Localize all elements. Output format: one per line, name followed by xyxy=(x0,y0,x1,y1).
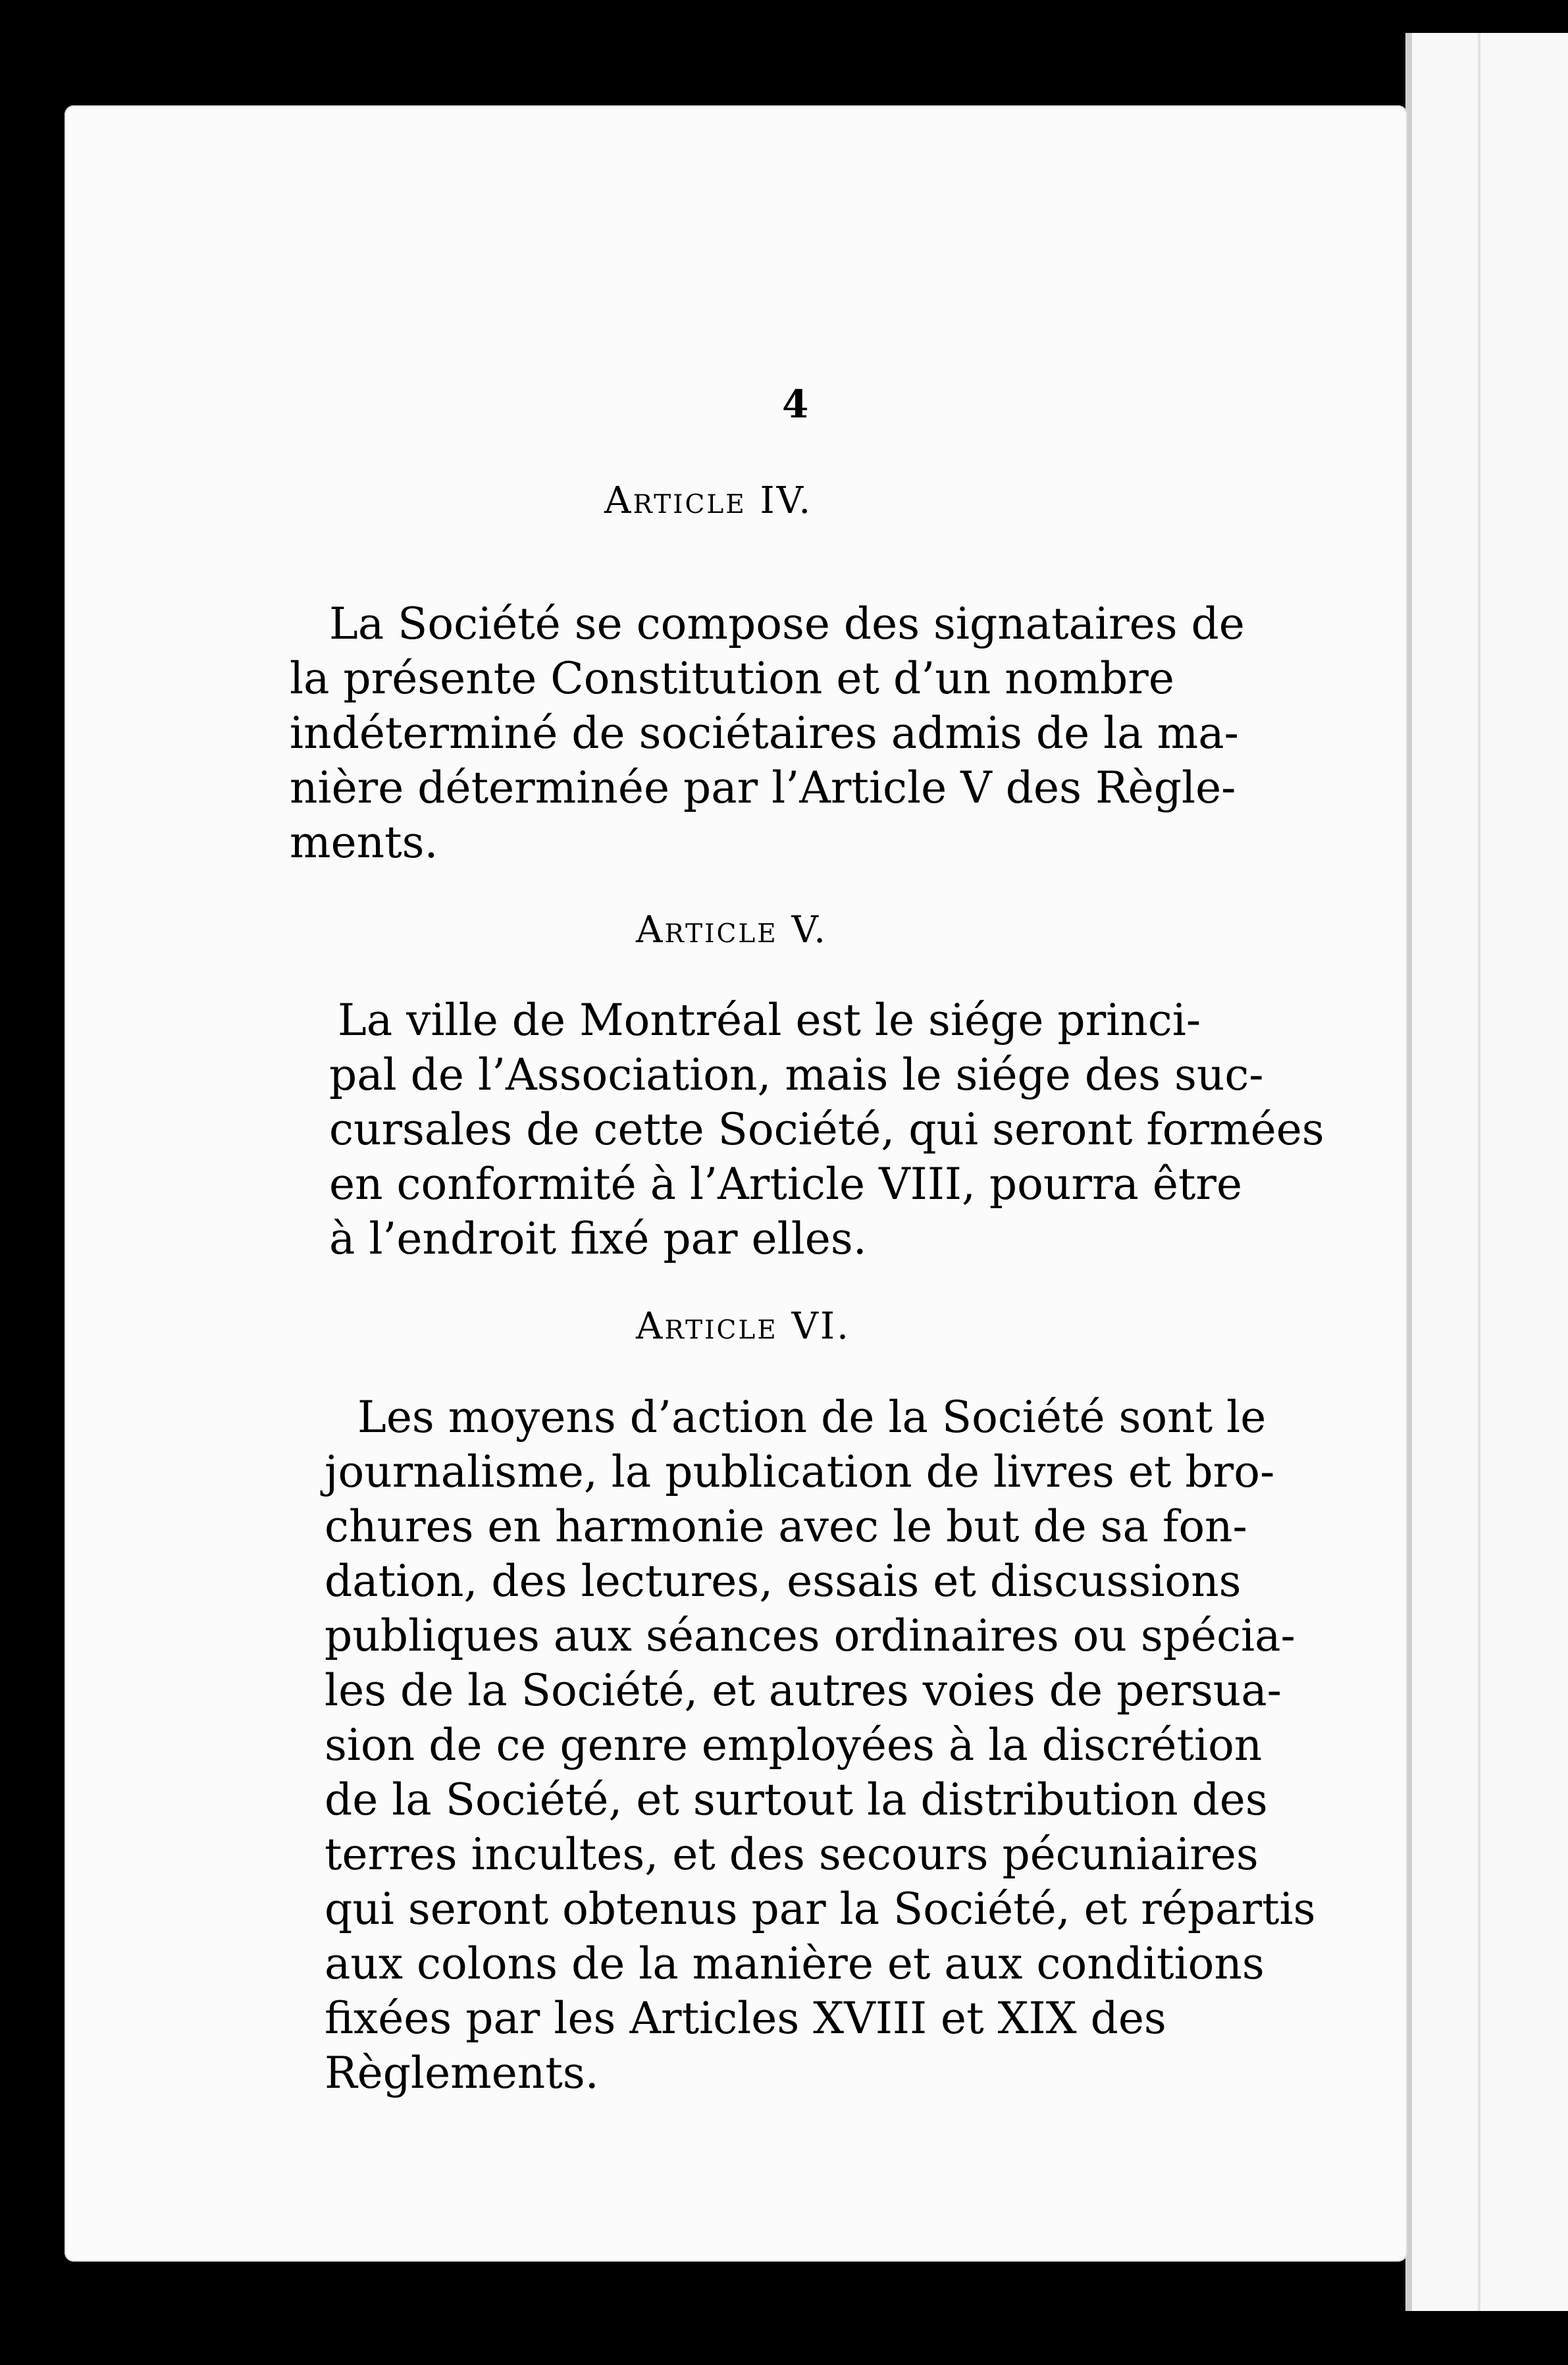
article-line: Règlements. xyxy=(325,2048,599,2098)
article-line: chures en harmonie avec le but de sa fon- xyxy=(325,1501,1247,1552)
article-line: qui seront obtenus par la Société, et répartis xyxy=(325,1884,1316,1934)
article-line: La ville de Montréal est le siége princi- xyxy=(338,995,1201,1046)
article-line: nière déterminée par l’Article V des Règle- xyxy=(290,762,1236,813)
article-line: en conformité à l’Article VIII, pourra être xyxy=(329,1159,1243,1209)
article-heading: Article V. xyxy=(636,909,828,951)
article-line: La Société se compose des signataires de xyxy=(329,598,1245,649)
article-line: sion de ce genre employées à la discrétion xyxy=(325,1720,1263,1770)
article-line: aux colons de la manière et aux conditions xyxy=(325,1938,1265,1989)
article-line: la présente Constitution et d’un nombre xyxy=(290,653,1174,704)
article-line: de la Société, et surtout la distribution des xyxy=(325,1774,1268,1825)
article-line: pal de l’Association, mais le siége des suc- xyxy=(329,1050,1264,1100)
article-line: les de la Société, et autres voies de persua- xyxy=(325,1665,1282,1716)
article-line: fixées par les Articles XVIII et XIX des xyxy=(325,1993,1166,2044)
article-line: terres incultes, et des secours pécuniaires xyxy=(325,1829,1259,1880)
article-line: journalisme, la publication de livres et bro- xyxy=(325,1447,1275,1497)
article-line: indéterminé de sociétaires admis de la ma- xyxy=(290,708,1239,758)
article-line: dation, des lectures, essais et discussions xyxy=(325,1556,1241,1607)
adjacent-page-edge xyxy=(1405,33,1568,2311)
article-line: à l’endroit fixé par elles. xyxy=(329,1213,867,1264)
article-line: cursales de cette Société, qui seront formées xyxy=(329,1104,1324,1155)
article-line: Les moyens d’action de la Société sont le xyxy=(357,1392,1267,1443)
article-heading: Article VI. xyxy=(636,1305,850,1348)
book-page xyxy=(65,105,1407,2262)
article-heading: Article IV. xyxy=(604,479,813,522)
article-line: ments. xyxy=(290,817,438,868)
article-line: publiques aux séances ordinaires ou spécia- xyxy=(325,1610,1295,1661)
page-number: 4 xyxy=(782,382,809,427)
